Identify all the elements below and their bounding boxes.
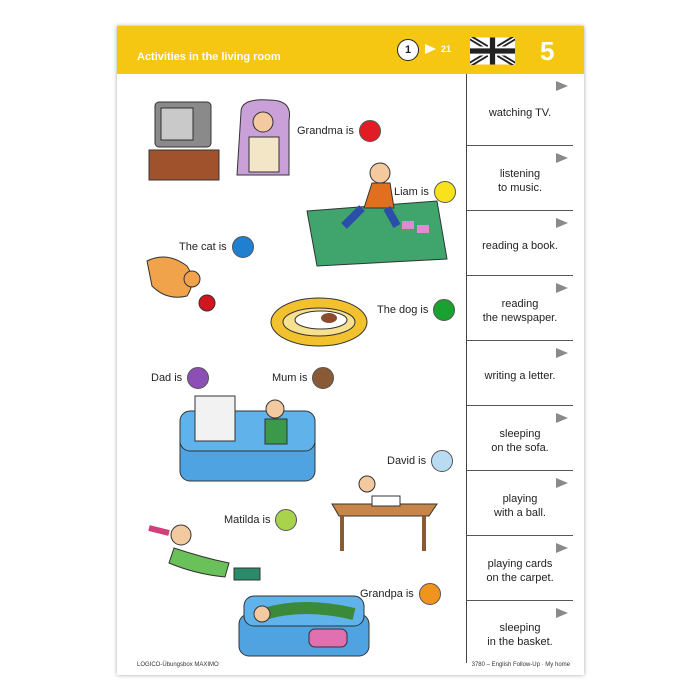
dog-basket-illustration	[269, 294, 374, 349]
exercise-number: 5	[540, 36, 555, 66]
label-text: Grandma is	[297, 125, 354, 137]
david-writing-illustration	[332, 474, 442, 554]
play-arrow-icon	[425, 44, 436, 54]
label-mum	[272, 367, 334, 389]
union-jack-flag-icon	[470, 37, 515, 65]
color-dot	[312, 367, 334, 389]
answer-card[interactable]	[467, 341, 573, 406]
label-grandpa	[360, 583, 441, 605]
label-dad	[151, 367, 209, 389]
pointer-triangle-icon	[556, 283, 568, 293]
label-text: The dog is	[377, 304, 429, 316]
color-dot	[431, 450, 453, 472]
answer-card[interactable]	[467, 211, 573, 276]
answer-card[interactable]	[467, 471, 573, 536]
answer-card[interactable]	[467, 601, 573, 663]
color-dot	[434, 181, 456, 203]
pointer-triangle-icon	[556, 348, 568, 358]
pointer-triangle-icon	[556, 478, 568, 488]
answer-text: reading a book.	[482, 240, 558, 252]
label-dog	[377, 299, 455, 321]
answer-card[interactable]	[467, 146, 573, 211]
track-number: 21	[441, 44, 452, 54]
color-dot	[433, 299, 455, 321]
label-text: The cat is	[179, 241, 227, 253]
answer-text: reading the newspaper.	[482, 298, 558, 324]
label-text: Liam is	[394, 186, 429, 198]
label-text: Grandpa is	[360, 588, 414, 600]
color-dot	[187, 367, 209, 389]
header-bar	[117, 26, 584, 74]
answer-text: sleeping on the sofa.	[491, 428, 549, 454]
label-matilda	[224, 509, 297, 531]
footer-right: 3780 – English Follow-Up · My home	[471, 662, 570, 668]
color-dot	[359, 120, 381, 142]
answer-text: sleeping in the basket.	[487, 622, 553, 648]
color-dot	[419, 583, 441, 605]
answer-card[interactable]	[467, 536, 573, 601]
answer-text: playing cards on the carpet.	[486, 558, 554, 584]
answer-card[interactable]	[467, 406, 573, 471]
label-text: Matilda is	[224, 514, 271, 526]
answer-text: watching TV.	[488, 106, 552, 119]
pointer-triangle-icon	[556, 413, 568, 423]
answer-card[interactable]	[467, 74, 573, 146]
footer-left: LOGICO-Übungsbox MAXIMO	[137, 662, 219, 668]
dad-mum-sofa-illustration	[175, 391, 325, 491]
label-david	[387, 450, 453, 472]
label-cat	[179, 236, 254, 258]
answer-text: writing a letter.	[484, 370, 556, 382]
liam-cards-illustration	[302, 161, 452, 261]
pointer-triangle-icon	[556, 218, 568, 228]
label-liam	[394, 181, 456, 203]
pointer-triangle-icon	[556, 81, 568, 91]
worksheet-card	[117, 26, 584, 675]
cd-track-icon: 1	[397, 39, 419, 61]
grandpa-sofa-illustration	[234, 584, 374, 664]
label-text: Dad is	[151, 372, 183, 384]
grandma-tv-illustration	[145, 92, 305, 192]
pointer-triangle-icon	[556, 153, 568, 163]
color-dot	[275, 509, 297, 531]
pointer-triangle-icon	[556, 608, 568, 618]
answer-text: playing with a ball.	[494, 493, 546, 519]
page-title: Activities in the living room	[137, 51, 281, 63]
answer-card[interactable]	[467, 276, 573, 341]
label-text: Mum is	[272, 372, 308, 384]
pointer-triangle-icon	[556, 543, 568, 553]
label-text: David is	[387, 455, 427, 467]
color-dot	[232, 236, 254, 258]
label-grandma	[297, 120, 381, 142]
answer-column	[466, 74, 573, 663]
answer-text: listening to music.	[497, 168, 542, 194]
